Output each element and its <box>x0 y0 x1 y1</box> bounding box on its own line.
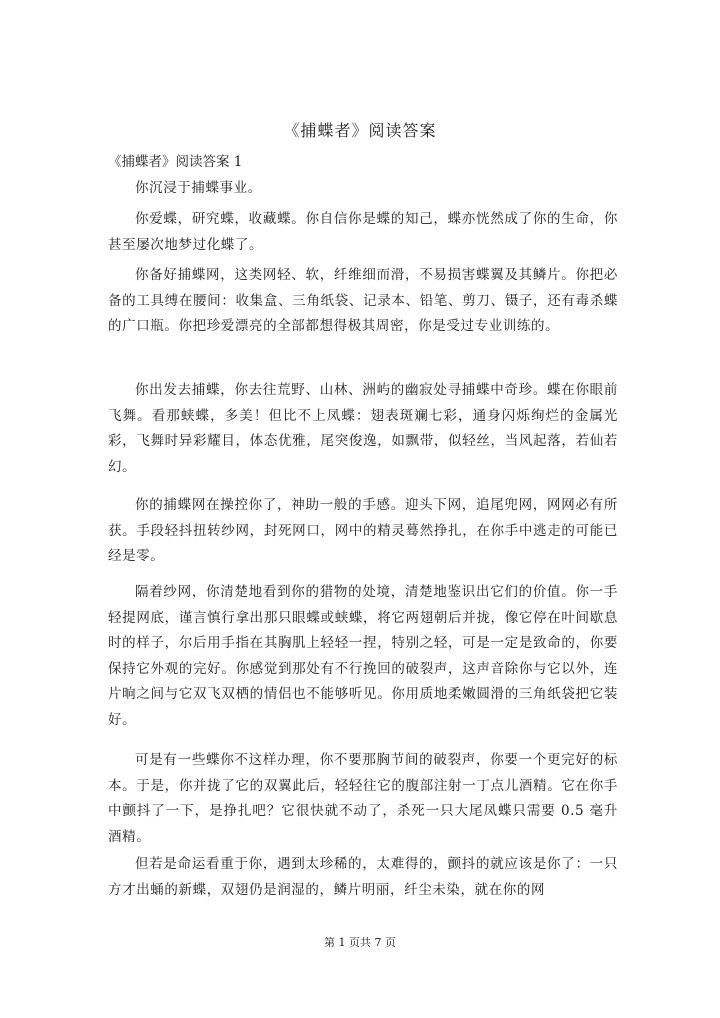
paragraph-text: 你的捕蝶网在操控你了，神助一般的手感。迎头下网，追尾兜网，网网必有所获。手段轻抖扭转纱网，封死网口，网中的精灵蓦然挣扎，在你手中逃走的可能已经是零。 <box>108 497 618 564</box>
paragraph-text: 可是有一些蝶你不这样办理，你不要那胸节间的破裂声，你要一个更完好的标本。于是，你并拢了它的双翼此后，轻轻往它的腹部注射一丁点儿酒精。它在你手中颤抖了一下，是挣扎吧？它很快就不动了，杀死一只大尾凤蝶只需要 0.5 毫升酒精。 <box>108 752 618 845</box>
paragraph-text: 你出发去捕蝶，你去往荒野、山林、洲屿的幽寂处寻捕蝶中奇珍。蝶在你眼前飞舞。看那蛱蝶，多美！但比不上凤蝶：翅表斑斓七彩，通身闪烁绚烂的金属光彩，飞舞时异彩耀目，体态优雅，尾突俊逸，如飘带，似轻丝，当风起落，若仙若幻。 <box>108 382 618 475</box>
paragraph-3 <box>108 263 618 340</box>
paragraph-2 <box>108 207 618 258</box>
paragraph-text: 但若是命运看重于你，遇到太珍稀的，太难得的，颤抖的就应该是你了：一只方才出蛹的新蝶，双翅仍是润湿的，鳞片明丽，纤尘未染，就在你的网 <box>108 856 618 898</box>
paragraph-4 <box>108 378 618 480</box>
paragraph-8 <box>108 852 618 903</box>
document-subtitle: 《捕蝶者》阅读答案 1 <box>108 154 243 170</box>
paragraph-text: 你爱蝶，研究蝶，收藏蝶。你自信你是蝶的知己，蝶亦恍然成了你的生命，你甚至屡次地梦过化蝶了。 <box>108 211 618 253</box>
paragraph-text: 你沉浸于捕蝶事业。 <box>135 180 262 196</box>
paragraph-5 <box>108 493 618 570</box>
paragraph-1 <box>108 176 618 202</box>
paragraph-6 <box>108 580 618 733</box>
document-title: 《捕蝶者》阅读答案 <box>283 121 437 140</box>
page-footer: 第 1 页共 7 页 <box>324 936 396 949</box>
paragraph-7 <box>108 748 618 850</box>
paragraph-text: 你备好捕蝶网，这类网轻、软，纤维细而滑，不易损害蝶翼及其鳞片。你把必备的工具缚在腰间：收集盒、三角纸袋、记录本、铅笔、剪刀、镊子，还有毒杀蝶的广口瓶。你把珍爱漂亮的全部都想得极其周密，你是受过专业训练的。 <box>108 267 618 334</box>
paragraph-text: 隔着纱网，你清楚地看到你的猎物的处境，清楚地鉴识出它们的价值。你一手轻提网底，谨言慎行拿出那只眼蝶或蛱蝶，将它两翅朝后并拢，像它停在叶间歇息时的样子，尔后用手指在其胸肌上轻轻一捏，特别之轻，可是一定是致命的，你要保持它外观的完好。你感觉到那处有不行挽回的破裂声，这声音除你与它以外，连片晌之间与它双飞双栖的情侣也不能够听见。你用质地柔嫩圆滑的三角纸袋把它装好。 <box>108 584 618 728</box>
